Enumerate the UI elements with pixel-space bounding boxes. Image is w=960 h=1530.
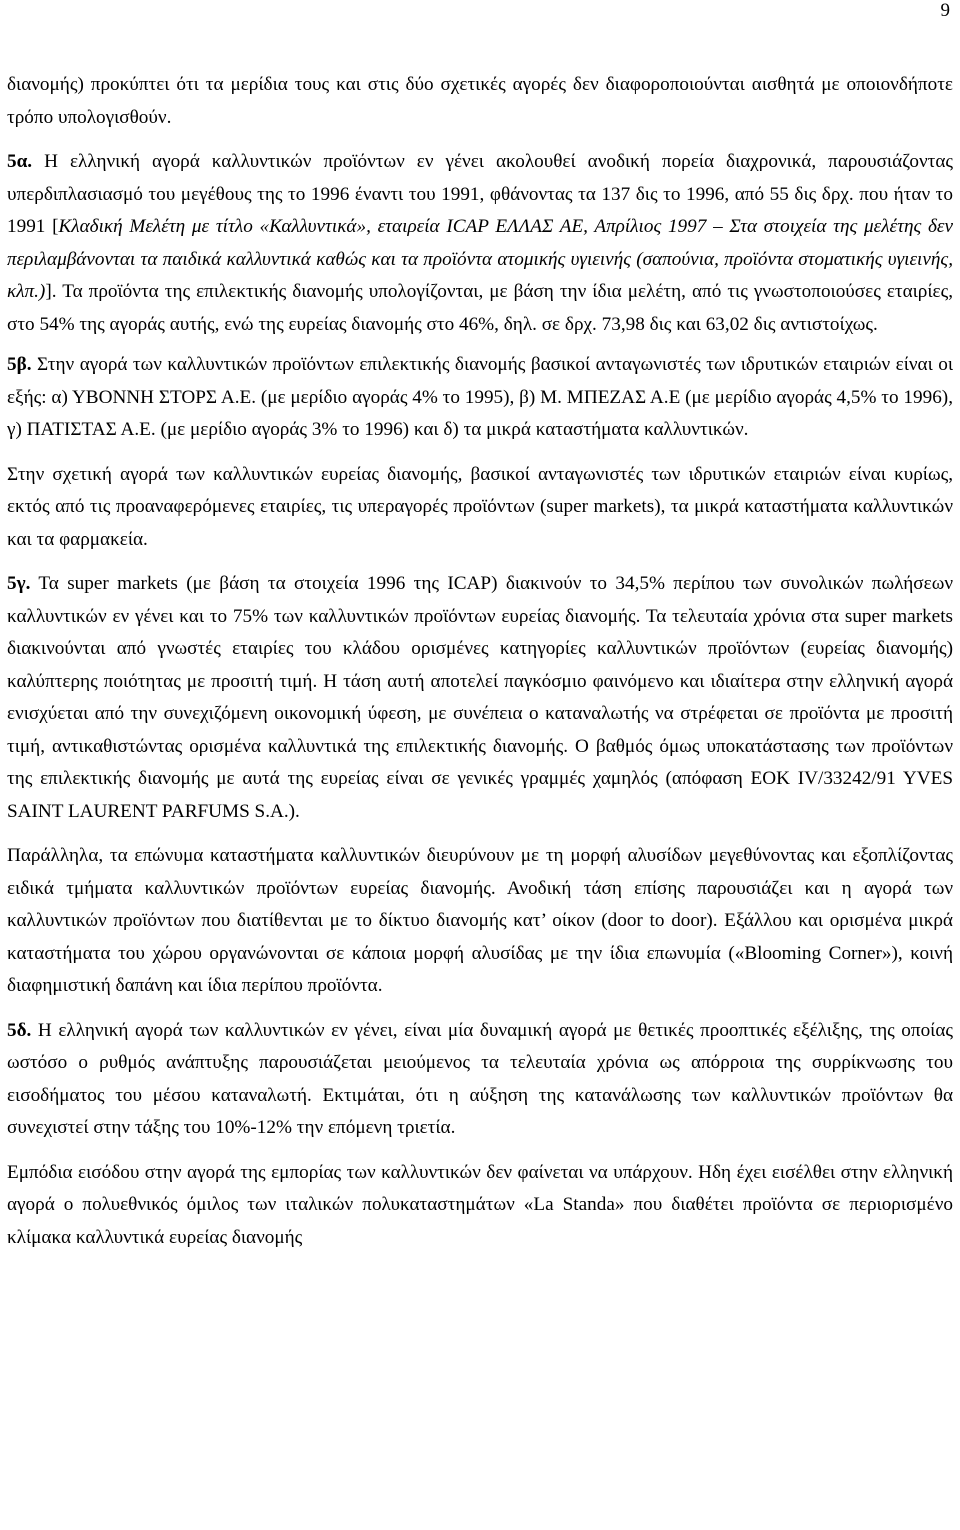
- paragraph-text: Η ελληνική αγορά καλλυντικών προϊόντων εν γένει ακολουθεί ανοδική πορεία διαχρονικά, παρουσιάζοντας υπερδιπλασιασμό του μεγέθους της το 1996 έναντι του 1991, φθάνοντας τα 137 δις το 1996, από 55 δις δρχ. που ήταν το 1991 [: [7, 151, 953, 237]
- section-label-5a: 5α.: [7, 151, 33, 172]
- paragraph-text: Η ελληνική αγορά των καλλυντικών εν γένει, είναι μία δυναμική αγορά με θετικές προοπτικές εξέλιξης, της οποίας ωστόσο ο ρυθμός ανάπτυξης παρουσιάζεται μειούμενος τα τελευταία χρόνια ως απόρροια της συρρίκνωσης του εισοδήματος του μέσου καταναλωτή. Εκτιμάται, ότι η αύξηση της κατανάλωσης των καλλυντικών προϊόντων θα συνεχιστεί στην τάξης του 10%-12% την επόμενη τριετία.: [7, 1019, 953, 1138]
- paragraph-5a: [7, 146, 953, 341]
- paragraph-wide-distribution: [7, 459, 953, 557]
- paragraph-text: Παράλληλα, τα επώνυμα καταστήματα καλλυντικών διευρύνουν με τη μορφή αλυσίδων μεγεθύνοντας και εξοπλίζοντας ειδικά τμήματα καλλυντικών προϊόντων ευρείας διανομής. Ανοδική τάση επίσης παρουσιάζει και η αγορά των καλλυντικών προϊόντων που διατίθενται με το δίκτυο διανομής κατ’ οίκον (door to door). Εξάλλου και ορισμένα μικρά καταστήματα του χώρου οργανώνονται σε κάποια μορφή αλυσίδας με την ίδια επωνυμία («Blooming Corner»), κοινή διαφημιστική δαπάνη και ίδια περίπου προϊόντα.: [7, 845, 953, 996]
- paragraph-5b: [7, 349, 953, 447]
- citation-italic: Κλαδική Μελέτη με τίτλο «Καλλυντικά», εταιρεία ICAP ΕΛΛΑΣ ΑΕ, Απρίλιος 1997 – Στα στοιχεία της μελέτης δεν περιλαμβάνονται τα παιδικά καλλυντικά καθώς και τα προϊόντα ατομικής υγιεινής (σαπούνια, προϊόντα στοματικής υγιεινής, κλπ.): [7, 216, 954, 302]
- paragraph-text: Στην σχετική αγορά των καλλυντικών ευρείας διανομής, βασικοί ανταγωνιστές των ιδρυτικών εταιριών είναι κυρίως, εκτός από τις προαναφερόμενες εταιρίες, τις υπεραγορές προϊόντων (super markets), τα μικρά καταστήματα καλλυντικών και τα φαρμακεία.: [7, 463, 953, 550]
- paragraph-entry-barriers: [7, 1157, 953, 1255]
- paragraph-text: Εμπόδια εισόδου στην αγορά της εμπορίας των καλλυντικών δεν φαίνεται να υπάρχουν. Ηδη έχει εισέλθει στην ελληνική αγορά ο πολυεθνικός όμιλος των ιταλικών πολυκαταστημάτων «La Standa» που διαθέτει προϊόντα σε περιορισμένο κλίμακα καλλυντικά ευρείας διανομής: [7, 1161, 953, 1248]
- document-body: [7, 69, 953, 1266]
- paragraph-5c: [7, 568, 953, 828]
- paragraph-text: Στην αγορά των καλλυντικών προϊόντων επιλεκτικής διανομής βασικοί ανταγωνιστές των ιδρυτικών εταιριών είναι οι εξής: α) ΥΒΟΝΝΗ ΣΤΟΡΣ Α.Ε. (με μερίδιο αγοράς 4% το 1995), β) Μ. ΜΠΕΖΑΣ Α.Ε (με μερίδιο αγοράς 4,5% το 1996), γ) ΠΑΤΙΣΤΑΣ Α.Ε. (με μερίδιο αγοράς 3% το 1996) και δ) τα μικρά καταστήματα καλλυντικών.: [7, 354, 953, 440]
- paragraph-text: ]. Τα προϊόντα της επιλεκτικής διανομής υπολογίζονται, με βάση την ίδια μελέτη, από τις γνωστοποιούσες εταιρίες, στο 54% της αγοράς αυτής, ενώ της ευρείας διανομής στο 46%, δηλ. σε δρχ. 73,98 δις και 63,02 δις αντιστοίχως.: [7, 281, 953, 335]
- paragraph-text: διανομής) προκύπτει ότι τα μερίδια τους και στις δύο σχετικές αγορές δεν διαφοροποιούνται αισθητά με οποιονδήποτε τρόπο υπολογισθούν.: [7, 74, 953, 128]
- section-label-5d: 5δ.: [7, 1019, 32, 1041]
- paragraph-5d: [7, 1015, 953, 1145]
- section-label-5b: 5β.: [7, 354, 32, 375]
- page-number: 9: [940, 0, 950, 21]
- section-label-5c: 5γ.: [7, 573, 31, 594]
- paragraph-text: Τα super markets (με βάση τα στοιχεία 1996 της ICAP) διακινούν το 34,5% περίπου των συνολικών πωλήσεων καλλυντικών εν γένει και το 75% των καλλυντικών προϊόντων ευρείας διανομής. Τα τελευταία χρόνια στα super markets διακινούνται από γνωστές εταιρίες του κλάδου ορισμένες κατηγορίες καλλυντικών προϊόντων (ευρείας διανομής) καλύπτερης ποιότητας με προσιτή τιμή. Η τάση αυτή αποτελεί παγκόσμιο φαινόμενο και ιδιαίτερα στην ελληνική αγορά ενισχύεται από την συνεχιζόμενη οικονομική ύφεση, με συνέπεια ο καταναλωτής να στρέφεται σε προϊόντα με προσιτή τιμή, αντικαθιστώντας ορισμένα καλλυντικά της επιλεκτικής διανομής. Ο βαθμός όμως υποκατάστασης των προϊόντων της επιλεκτικής διανομής με αυτά της ευρείας είναι σε γενικές γραμμές χαμηλός (απόφαση ΕΟΚ IV/33242/91 YVES SAINT LAURENT PARFUMS S.A.).: [7, 573, 953, 822]
- paragraph-branded-stores: [7, 840, 953, 1003]
- paragraph-intro: [7, 69, 953, 134]
